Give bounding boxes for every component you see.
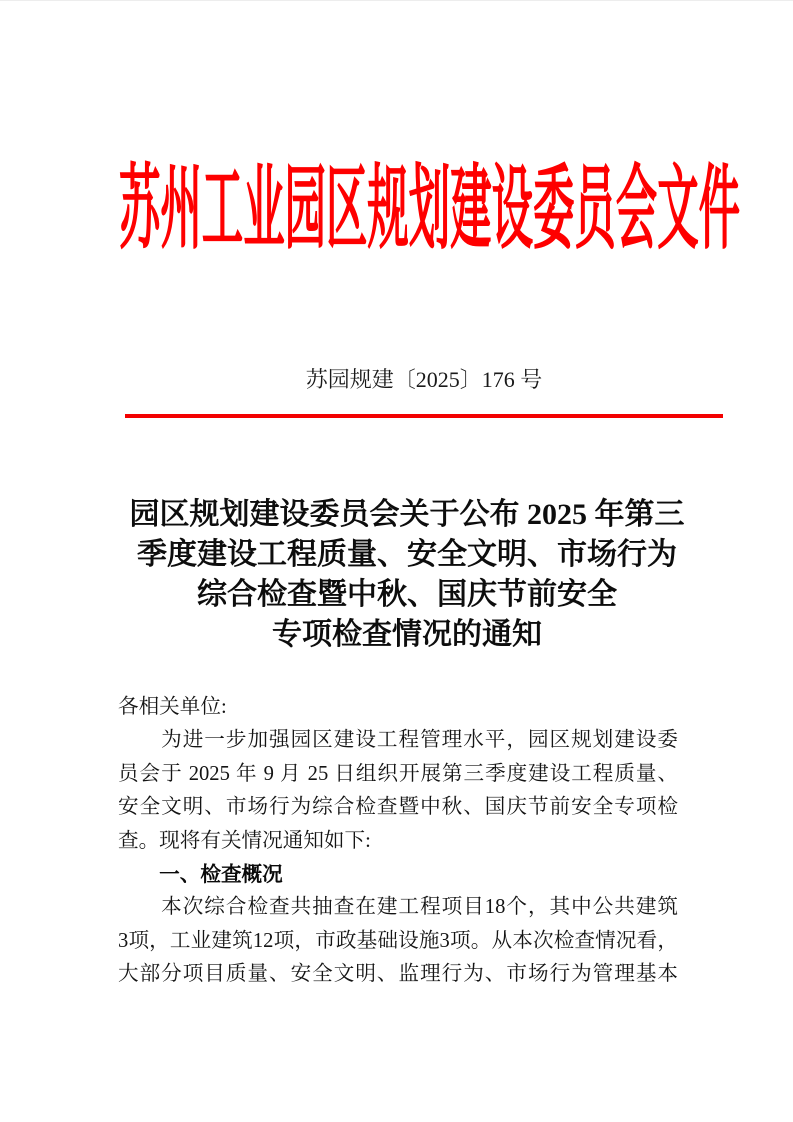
- document-title-line: 综合检查暨中秋、国庆节前安全: [197, 578, 617, 611]
- body-text-line: 为进一步加强园区建设工程管理水平，园区规划建设委: [118, 729, 678, 752]
- body-text-line: 安全文明、市场行为综合检查暨中秋、国庆节前安全专项检: [118, 796, 678, 819]
- red-divider-line: [125, 414, 723, 418]
- body-text-line: 3项，工业建筑12项，市政基础设施3项。从本次检查情况看，: [118, 929, 678, 952]
- body-section-heading: 一、检查概况: [118, 863, 283, 887]
- body-text-line: 各相关单位:: [118, 696, 227, 718]
- body-text-line: 员会于 2025 年 9 月 25 日组织开展第三季度建设工程质量、: [118, 762, 678, 785]
- document-body: [118, 691, 678, 992]
- body-text-line: 大部分项目质量、安全文明、监理行为、市场行为管理基本: [118, 963, 678, 986]
- body-text-line: 查。现将有关情况通知如下:: [118, 829, 371, 852]
- document-title-line: 专项检查情况的通知: [272, 618, 542, 651]
- document-title: [61, 495, 753, 655]
- doc-number: 苏园规建〔2025〕176 号: [305, 367, 543, 392]
- document-title-line: 园区规划建设委员会关于公布 2025 年第三: [129, 498, 685, 531]
- org-masthead-title: 苏州工业园区规划建设委员会文件: [119, 158, 741, 260]
- body-text-line: 本次综合检查共抽查在建工程项目18个，其中公共建筑: [118, 896, 678, 919]
- document-title-line: 季度建设工程质量、安全文明、市场行为: [137, 538, 677, 571]
